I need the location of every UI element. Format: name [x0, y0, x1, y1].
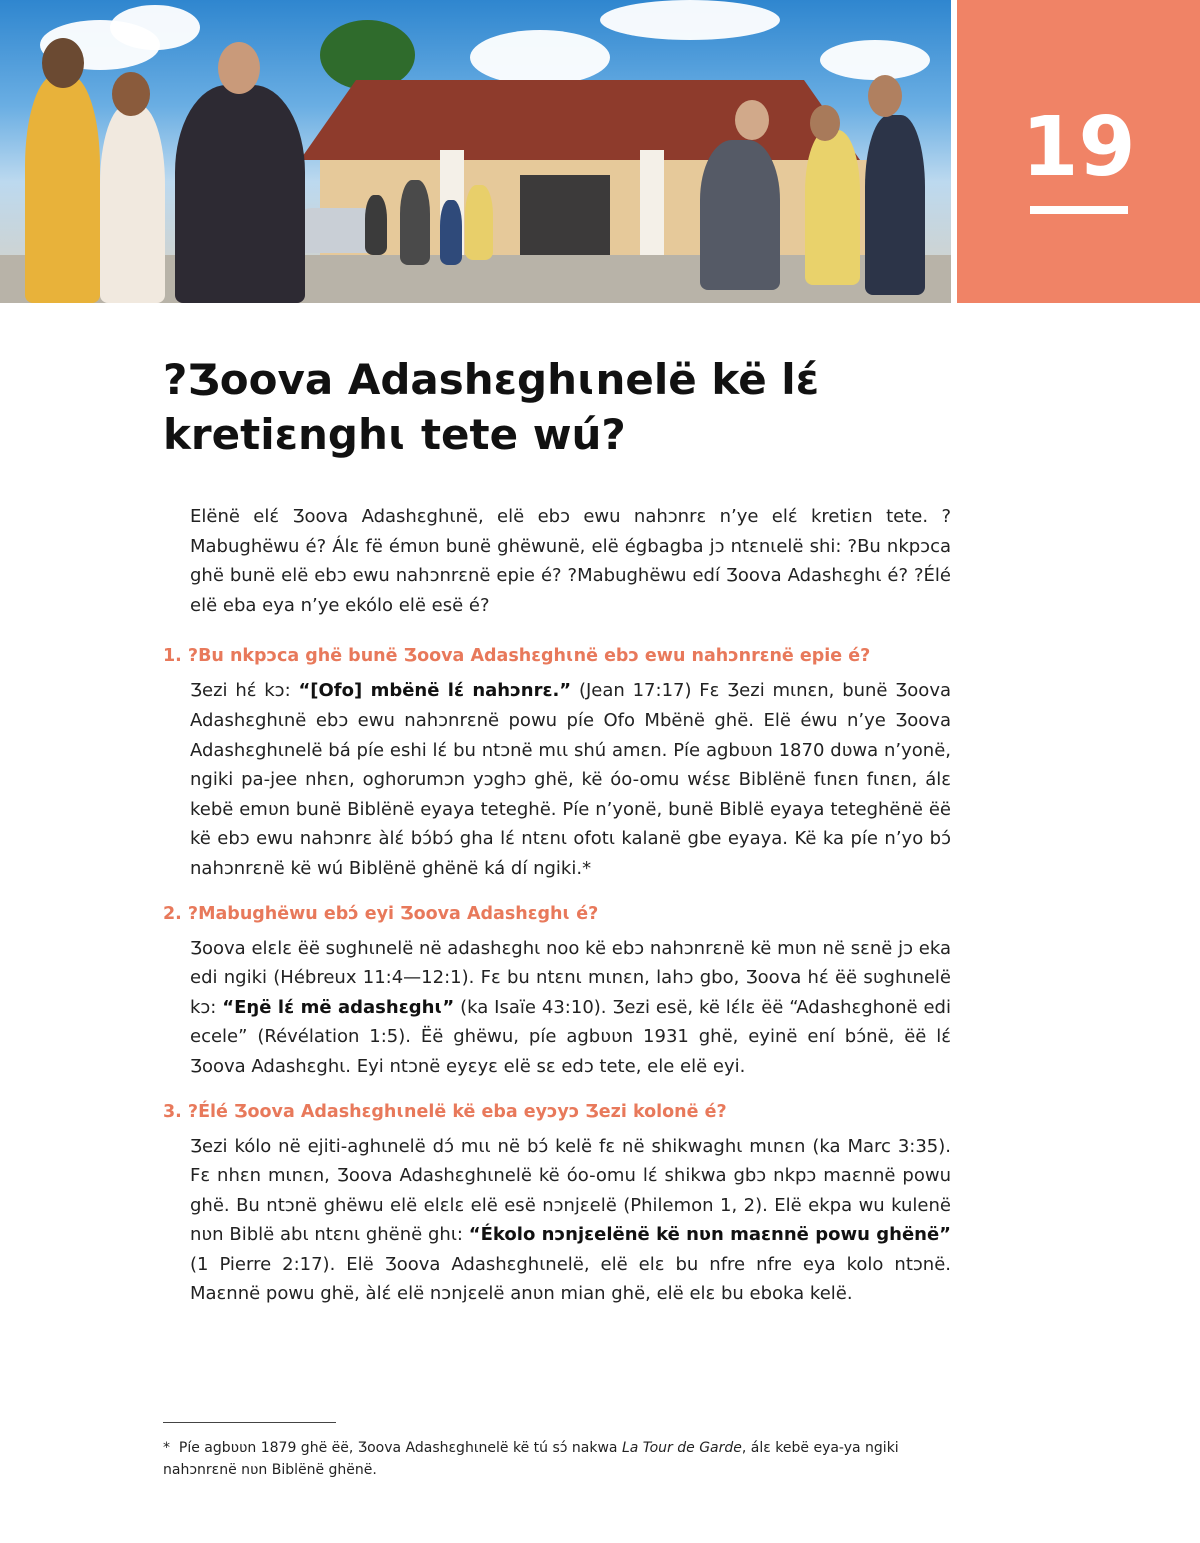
question-heading: 2. ?Mabughëwu ebɔ́ eyi Ʒoova Adashɛghɩ é?	[163, 903, 599, 924]
chapter-underline	[1030, 206, 1128, 214]
footnote-marker: *	[163, 1440, 170, 1456]
footnote: * Píe agbʋʋn 1879 ghë ëë, Ʒoova Adashɛghɩnelë kë tú sɔ́ nakwa La Tour de Garde, álɛ kebë eya-ya ngiki nahɔnrɛnë nʋn Biblënë ghënë.	[163, 1440, 899, 1478]
question-heading: 1. ?Bu nkpɔca ghë bunë Ʒoova Adashɛghɩnë ebɔ ewu nahɔnrɛnë epie é?	[163, 646, 871, 667]
footnote-divider	[163, 1422, 336, 1423]
intro-paragraph: Elënë elɛ́ Ʒoova Adashɛghɩnë, elë ebɔ ewu nahɔnrɛ n’ye elɛ́ kretiɛn tete. ?Mabughëwu é? Álɛ fë émʋn bunë ghëwunë, elë égbagba jɔ ntɛnɩelë shi: ?Bu nkpɔca ghë bunë elë ebɔ ewu nahɔnrɛnë epie é? ?Mabughëwu edí Ʒoova Adashɛghɩ é? ?Élé elë eba eya n’ye ekólo elë esë é?	[190, 506, 951, 616]
answer-paragraph: Ʒezi kólo në ejiti-aghɩnelë dɔ́ mɩɩ në bɔ́ kelë fɛ në shikwaghɩ mɩnɛn (ka Marc 3:35). Fɛ nhɛn mɩnɛn, Ʒoova Adashɛghɩnelë kë óo-omu lɛ́ shikwa gbɔ nkpɔ maɛnnë powu ghë. Bu ntɔnë ghëwu elë elɛlɛ elë esë nɔnjɛelë (Philemon 1, 2). Elë ekpa wu kulenë nʋn Biblë abɩ ntɛnɩ ghënë ghɩ: “Ékolo nɔnjɛelënë kë nʋn maɛnnë powu ghënë” (1 Pierre 2:17). Elë Ʒoova Adashɛghɩnelë, elë elɛ bu nfre nfre eya kolo ntɔnë. Maɛnnë powu ghë, àlɛ́ elë nɔnjɛelë anʋn mian ghë, elë elɛ bu eboka kelë.	[190, 1135, 952, 1305]
bible-quote: “Eŋë lɛ́ më adashɛghɩ”	[222, 996, 455, 1018]
answer-paragraph: Ʒoova elɛlɛ ëë sʋghɩnelë në adashɛghɩ noo kë ebɔ nahɔnrɛnë kë mʋn në sɛnë jɔ eka edi ngiki (Hébreux 11:4—12:1). Fɛ bu ntɛnɩ mɩnɛn, lahɔ gbo, Ʒoova hɛ́ ëë sʋghɩnelë kɔ: “Eŋë lɛ́ më adashɛghɩ” (ka Isaïe 43:10). Ʒezi esë, kë lɛ́lɛ ëë “Adashɛghonë edi ecele” (Révélation 1:5). Ëë ghëwu, píe agbʋʋn 1931 ghë, eyinë ení bɔ́në, ëë lɛ́ Ʒoova Adashɛghɩ. Eyi ntɔnë eyɛyɛ elë sɛ edɔ tete, ele elë eyi.	[190, 937, 951, 1077]
header-photo	[0, 0, 951, 303]
page-title: ?Ʒoova Adashɛghɩnelë kë lɛ́ kretiɛnghɩ tete wú?	[163, 355, 820, 459]
question-section-3	[163, 1098, 951, 1310]
lesson-body	[163, 502, 951, 1309]
question-section-1	[163, 642, 951, 883]
bible-quote: “[Ofo] mbënë lɛ́ nahɔnrɛ.”	[298, 680, 572, 702]
answer-paragraph: Ʒezi hɛ́ kɔ: “[Ofo] mbënë lɛ́ nahɔnrɛ.” (Jean 17:17) Fɛ Ʒezi mɩnɛn, bunë Ʒoova Adashɛghɩnë ebɔ ewu nahɔnrɛnë powu píe Ofo Mbënë ghë. Elë éwu n’ye Ʒoova Adashɛghɩnelë bá píe eshi lɛ́ bu ntɔnë mɩɩ shú amɛn. Píe agbʋʋn 1870 dʋwa n’yonë, ngiki pa-jee nhɛn, oghorumɔn yɔghɔ ghë, kë óo-omu wɛ́sɛ Biblënë fɩnɛn fɩnɛn, álɛ kebë emʋn bunë Biblënë eyaya teteghë. Píe n’yonë, bunë Biblë eyaya teteghënë ëë kë ebɔ ewu nahɔnrɛ àlɛ́ bɔ́bɔ́ gha lɛ́ ntɛnɩ ofotɩ kalanë gbe eyaya. Kë ka píe n’yo bɔ́ nahɔnrɛnë kë wú Biblënë ghënë ká dí ngiki.*	[190, 680, 952, 879]
bible-quote: “Ékolo nɔnjɛelënë kë nʋn maɛnnë powu ghënë”	[468, 1224, 952, 1246]
chapter-number: 19	[1021, 100, 1136, 195]
chapter-badge	[957, 0, 1200, 303]
question-heading: 3. ?Élé Ʒoova Adashɛghɩnelë kë eba eyɔyɔ Ʒezi kolonë é?	[163, 1101, 727, 1122]
question-section-2	[163, 900, 951, 1082]
publication-title: La Tour de Garde	[621, 1440, 742, 1456]
